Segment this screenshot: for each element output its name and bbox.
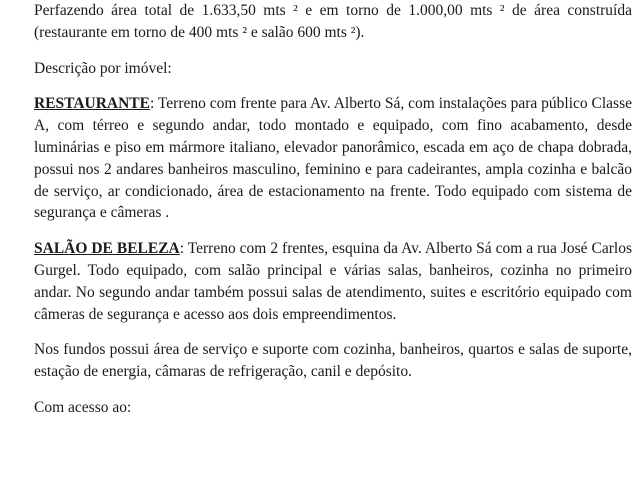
acesso-label: Com acesso ao: bbox=[34, 398, 132, 416]
area-total-paragraph: Perfazendo área total de 1.633,50 mts ² e em torno de 1.000,00 mts ² de área construída (restaurante em torno de 400 mts ² e salão 600 mts ²). bbox=[34, 2, 632, 41]
restaurante-paragraph bbox=[34, 93, 632, 224]
restaurante-heading: RESTAURANTE bbox=[34, 95, 150, 113]
descricao-label: Descrição por imóvel: bbox=[34, 59, 172, 77]
salao-heading: SALÃO DE BELEZA bbox=[34, 240, 180, 258]
restaurante-text: : Terreno com frente para Av. Alberto Sá, com instalações para público Classe A, com térreo e segundo andar, todo montado e equipado, com fino acabamento, desde luminárias e piso em mármore italiano, elevador panorâmico, escada em aço de chapa dobrada, possui nos 2 andares banheiros masculino, feminino e para cadeirantes, ampla cozinha e balcão de serviço, ar condicionado, área de estacionamento na frente. Todo equipado com sistema de segurança e câmeras . bbox=[34, 95, 632, 222]
fundos-paragraph: Nos fundos possui área de serviço e suporte com cozinha, banheiros, quartos e salas de suporte, estação de energia, câmaras de refrigeração, canil e depósito. bbox=[34, 341, 632, 381]
salao-paragraph bbox=[34, 238, 632, 325]
salao-text: : Terreno com 2 frentes, esquina da Av. Alberto Sá com a rua José Carlos Gurgel. Todo equipado, com salão principal e várias salas, banheiros, cozinha no primeiro andar. No segundo andar também possui salas de atendimento, suites e escritório equipado com câmeras de segurança e acesso aos dois empreendimentos. bbox=[34, 240, 632, 323]
